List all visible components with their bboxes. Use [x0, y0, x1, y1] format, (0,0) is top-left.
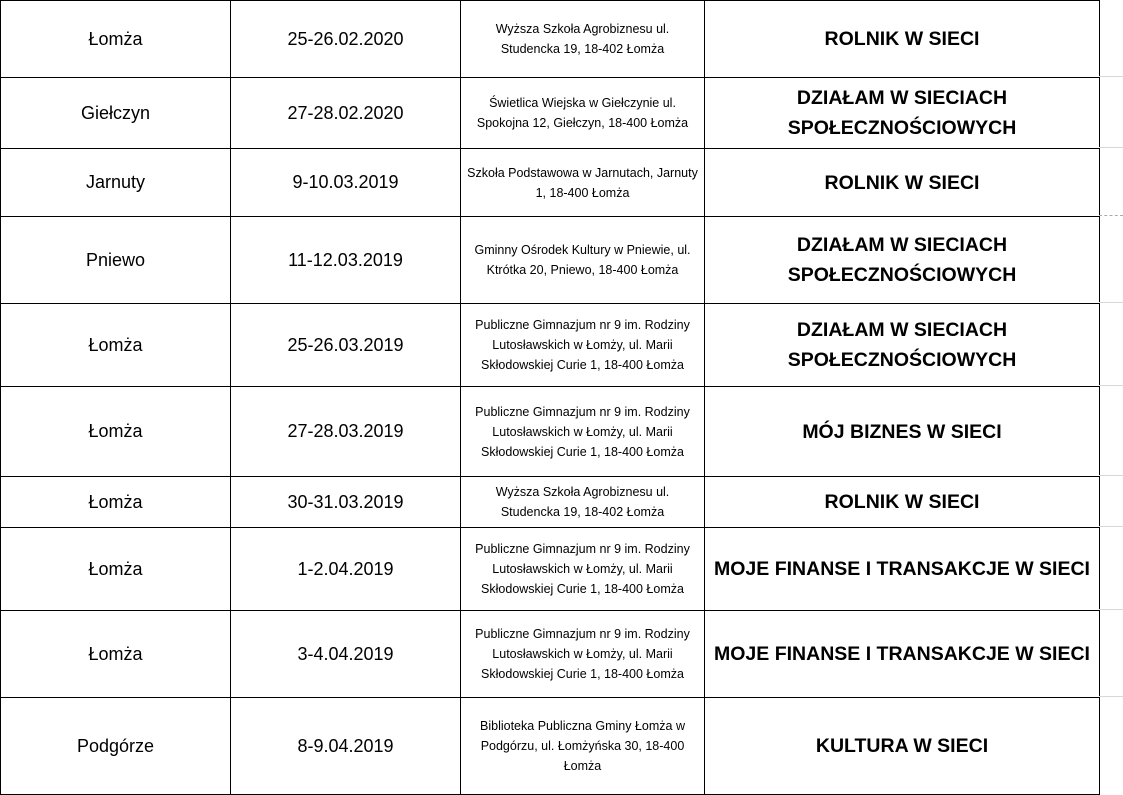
table-row	[1, 78, 1100, 149]
city-cell: Giełczyn	[1, 78, 231, 149]
date-cell: 3-4.04.2019	[231, 611, 461, 698]
table-row	[1, 611, 1100, 698]
edge-gridline	[1099, 696, 1123, 697]
address-cell: Publiczne Gimnazjum nr 9 im. Rodziny Lutosławskich w Łomży, ul. Marii Skłodowskiej Curie 1, 18-400 Łomża	[461, 387, 705, 477]
city-cell: Pniewo	[1, 217, 231, 304]
edge-gridline	[1099, 609, 1123, 610]
date-cell: 27-28.03.2019	[231, 387, 461, 477]
edge-gridline	[1099, 302, 1123, 303]
city-cell: Łomża	[1, 528, 231, 611]
city-cell: Łomża	[1, 387, 231, 477]
address-cell: Szkoła Podstawowa w Jarnutach, Jarnuty 1, 18-400 Łomża	[461, 149, 705, 217]
date-cell: 1-2.04.2019	[231, 528, 461, 611]
edge-gridline	[1099, 526, 1123, 527]
topic-cell: DZIAŁAM W SIECIACH SPOŁECZNOŚCIOWYCH	[705, 304, 1100, 387]
date-cell: 25-26.03.2019	[231, 304, 461, 387]
table-row	[1, 1, 1100, 78]
edge-gridline	[1099, 147, 1123, 148]
date-cell: 30-31.03.2019	[231, 477, 461, 528]
address-cell: Gminny Ośrodek Kultury w Pniewie, ul. Ktrótka 20, Pniewo, 18-400 Łomża	[461, 217, 705, 304]
city-cell: Łomża	[1, 304, 231, 387]
topic-cell: KULTURA W SIECI	[705, 698, 1100, 795]
topic-cell: DZIAŁAM W SIECIACH SPOŁECZNOŚCIOWYCH	[705, 217, 1100, 304]
table-row	[1, 528, 1100, 611]
edge-gridline	[1099, 215, 1123, 216]
city-cell: Łomża	[1, 477, 231, 528]
table-row	[1, 304, 1100, 387]
topic-cell: ROLNIK W SIECI	[705, 1, 1100, 78]
topic-cell: MOJE FINANSE I TRANSAKCJE W SIECI	[705, 528, 1100, 611]
edge-gridline	[1099, 76, 1123, 77]
address-cell: Biblioteka Publiczna Gminy Łomża w Podgórzu, ul. Łomżyńska 30, 18-400 Łomża	[461, 698, 705, 795]
city-cell: Jarnuty	[1, 149, 231, 217]
topic-cell: DZIAŁAM W SIECIACH SPOŁECZNOŚCIOWYCH	[705, 78, 1100, 149]
date-cell: 25-26.02.2020	[231, 1, 461, 78]
address-cell: Publiczne Gimnazjum nr 9 im. Rodziny Lutosławskich w Łomży, ul. Marii Skłodowskiej Curie 1, 18-400 Łomża	[461, 528, 705, 611]
topic-cell: ROLNIK W SIECI	[705, 149, 1100, 217]
city-cell: Łomża	[1, 1, 231, 78]
city-cell: Podgórze	[1, 698, 231, 795]
address-cell: Wyższa Szkoła Agrobiznesu ul. Studencka 19, 18-402 Łomża	[461, 477, 705, 528]
city-cell: Łomża	[1, 611, 231, 698]
address-cell: Wyższa Szkoła Agrobiznesu ul. Studencka 19, 18-402 Łomża	[461, 1, 705, 78]
table-row	[1, 217, 1100, 304]
table-row	[1, 698, 1100, 795]
date-cell: 8-9.04.2019	[231, 698, 461, 795]
table-edge-gridlines	[1099, 0, 1123, 795]
date-cell: 27-28.02.2020	[231, 78, 461, 149]
edge-gridline	[1099, 385, 1123, 386]
address-cell: Świetlica Wiejska w Giełczynie ul. Spokojna 12, Giełczyn, 18-400 Łomża	[461, 78, 705, 149]
edge-gridline	[1099, 475, 1123, 476]
address-cell: Publiczne Gimnazjum nr 9 im. Rodziny Lutosławskich w Łomży, ul. Marii Skłodowskiej Curie 1, 18-400 Łomża	[461, 611, 705, 698]
table-row	[1, 387, 1100, 477]
date-cell: 11-12.03.2019	[231, 217, 461, 304]
table-row	[1, 477, 1100, 528]
table-right-border	[1099, 0, 1100, 795]
date-cell: 9-10.03.2019	[231, 149, 461, 217]
table-row	[1, 149, 1100, 217]
topic-cell: ROLNIK W SIECI	[705, 477, 1100, 528]
topic-cell: MOJE FINANSE I TRANSAKCJE W SIECI	[705, 611, 1100, 698]
topic-cell: MÓJ BIZNES W SIECI	[705, 387, 1100, 477]
address-cell: Publiczne Gimnazjum nr 9 im. Rodziny Lutosławskich w Łomży, ul. Marii Skłodowskiej Curie 1, 18-400 Łomża	[461, 304, 705, 387]
